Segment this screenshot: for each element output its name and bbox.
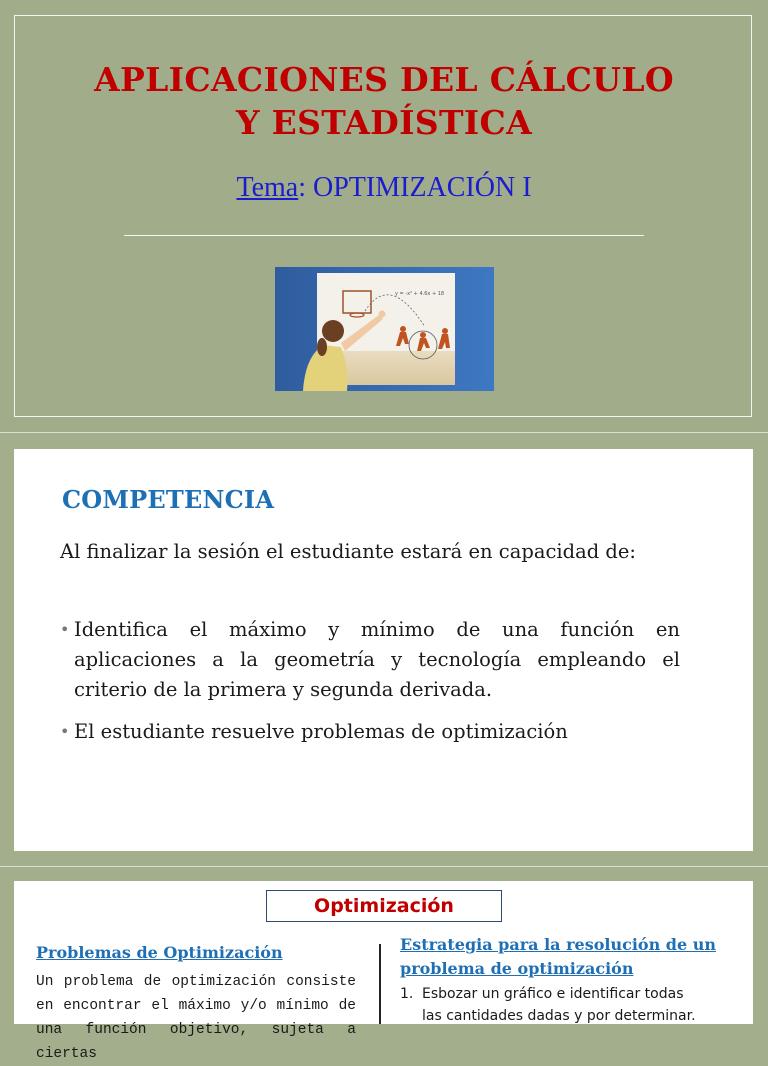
list-item: • Identifica el máximo y mínimo de una función en aplicaciones a la geometría y tecnología empleando el criterio de la primera y segunda derivada. bbox=[60, 615, 680, 705]
item-number: 1. bbox=[400, 986, 414, 1002]
item-text-line-1: Esbozar un gráfico e identificar todas bbox=[422, 986, 684, 1002]
topic-value: : OPTIMIZACIÓN I bbox=[298, 172, 532, 203]
optimization-title-box: Optimización bbox=[266, 890, 502, 922]
competency-heading: COMPETENCIA bbox=[62, 485, 275, 514]
list-item: • El estudiante resuelve problemas de optimización bbox=[60, 717, 680, 747]
left-column-heading: Problemas de Optimización bbox=[36, 943, 283, 962]
title-divider bbox=[124, 235, 644, 236]
svg-text:y = -x² + 4.6x + 18: y = -x² + 4.6x + 18 bbox=[395, 291, 445, 297]
basketball-girl-illustration bbox=[275, 267, 494, 391]
title-line-2: Y ESTADÍSTICA bbox=[235, 103, 533, 142]
right-column-heading: Estrategia para la resolución de un problema de optimización bbox=[400, 935, 716, 978]
competency-list bbox=[60, 615, 680, 759]
slide-separator bbox=[0, 432, 768, 433]
item-text-line-2: las cantidades dadas y por determinar. bbox=[422, 1008, 696, 1024]
topic-line bbox=[0, 172, 768, 204]
list-item bbox=[400, 983, 740, 1005]
competency-intro: Al finalizar la sesión el estudiante estará en capacidad de: bbox=[60, 540, 636, 563]
column-divider bbox=[379, 944, 381, 1024]
slide-separator bbox=[0, 866, 768, 867]
title-line-1: APLICACIONES DEL CÁLCULO bbox=[94, 60, 674, 99]
left-column-text: Un problema de optimización consiste en encontrar el máximo y/o mínimo de una función objetivo, sujeta a ciertas bbox=[36, 974, 356, 1062]
strategy-list bbox=[400, 983, 740, 1027]
topic-label: Tema bbox=[236, 172, 299, 203]
slide-title bbox=[0, 58, 768, 144]
